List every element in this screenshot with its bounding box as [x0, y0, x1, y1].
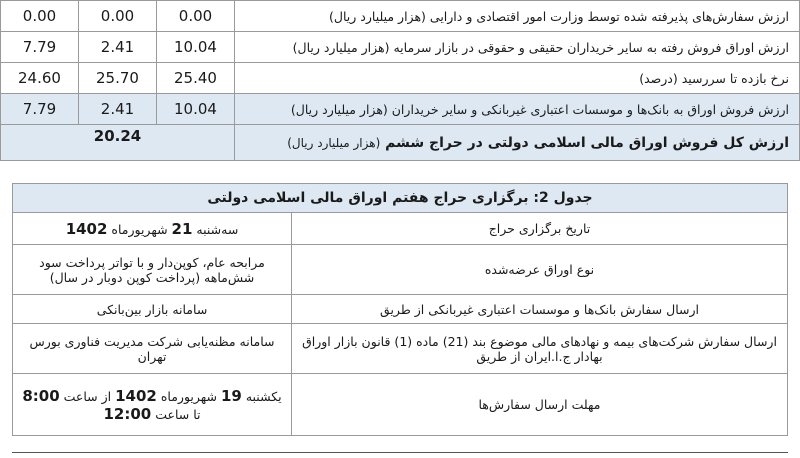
order-deadline-label: مهلت ارسال سفارش‌ها — [292, 374, 788, 436]
table-title: جدول 2: برگزاری حراج هفتم اوراق مالی اسلامی دولتی — [13, 184, 788, 213]
table-row — [13, 295, 788, 324]
text-line: ارسال سفارش شرکت‌های بیمه و نهادهای مالی موضوع بند (21) ماده (1) قانون بازار اوراق — [302, 333, 777, 349]
cell-value: 10.04 — [157, 32, 235, 63]
table-row — [1, 1, 800, 32]
text-part: یکشنبه — [241, 388, 282, 404]
bank-order-channel-value: سامانه بازار بین‌بانکی — [13, 295, 292, 324]
cell-value: 2.41 — [79, 94, 157, 125]
text-part: 1402 — [115, 386, 157, 405]
insurance-order-channel-label — [292, 324, 788, 374]
text-line: شش‌ماهه (پرداخت کوپن دوبار در سال) — [49, 269, 255, 285]
row-description: نرخ بازده تا سررسید (درصد) — [235, 63, 800, 94]
total-value: 20.24 — [1, 125, 235, 161]
text-line: بهادار ج.ا.ایران از طریق — [476, 348, 603, 364]
text-part: 8:00 — [22, 386, 60, 405]
total-label-text: ارزش کل فروش اوراق مالی اسلامی دولتی در حراج ششم — [385, 134, 789, 151]
auction-date-label: تاریخ برگزاری حراج — [292, 213, 788, 245]
text-line: مرابحه عام، کوپن‌دار و با تواتر پرداخت سود — [39, 254, 265, 270]
table-row — [1, 63, 800, 94]
text-part: از ساعت — [59, 388, 116, 404]
row-description: ارزش سفارش‌های پذیرفته شده توسط وزارت امور اقتصادی و دارایی (هزار میلیارد ریال) — [235, 1, 800, 32]
total-unit: (هزار میلیارد ریال) — [287, 135, 381, 150]
divider — [12, 452, 788, 453]
cell-value: 2.41 — [79, 32, 157, 63]
cell-value: 7.79 — [1, 94, 79, 125]
text-part: 1402 — [65, 219, 108, 238]
text-part: سه‌شنبه — [192, 221, 239, 237]
table-row — [13, 374, 788, 436]
text-line: تهران — [137, 348, 167, 364]
total-label — [235, 125, 800, 161]
text-part: 19 — [220, 386, 242, 405]
cell-value: 25.40 — [157, 63, 235, 94]
table-row — [13, 213, 788, 245]
bond-type-label: نوع اوراق عرضه‌شده — [292, 245, 788, 295]
text-part: شهریورماه — [107, 221, 172, 237]
order-deadline-value — [13, 374, 292, 436]
cell-value: 0.00 — [157, 1, 235, 32]
table-row — [13, 245, 788, 295]
auction-details-table — [12, 183, 788, 436]
table-row — [13, 324, 788, 374]
cell-value: 7.79 — [1, 32, 79, 63]
row-description: ارزش اوراق فروش رفته به سایر خریداران حقیقی و حقوقی در بازار سرمایه (هزار میلیارد ریال) — [235, 32, 800, 63]
text-part: 12:00 — [103, 404, 152, 423]
table-row — [1, 32, 800, 63]
text-part: شهریورماه — [156, 388, 221, 404]
table-title-row — [13, 184, 788, 213]
table-row — [1, 94, 800, 125]
bank-order-channel-label: ارسال سفارش بانک‌ها و موسسات اعتباری غیربانکی از طریق — [292, 295, 788, 324]
text-part: 21 — [171, 219, 193, 238]
text-line: سامانه مظنه‌یابی شرکت مدیریت فناوری بورس — [29, 333, 275, 349]
cell-value: 10.04 — [157, 94, 235, 125]
sales-summary-table — [0, 0, 800, 161]
text-part: تا ساعت — [151, 406, 201, 422]
auction-date-value — [13, 213, 292, 245]
cell-value: 0.00 — [1, 1, 79, 32]
bond-type-value — [13, 245, 292, 295]
row-description: ارزش فروش اوراق به بانک‌ها و موسسات اعتباری غیربانکی و سایر خریداران (هزار میلیارد ریال) — [235, 94, 800, 125]
insurance-order-channel-value — [13, 324, 292, 374]
cell-value: 0.00 — [79, 1, 157, 32]
cell-value: 24.60 — [1, 63, 79, 94]
cell-value: 25.70 — [79, 63, 157, 94]
total-row — [1, 125, 800, 161]
